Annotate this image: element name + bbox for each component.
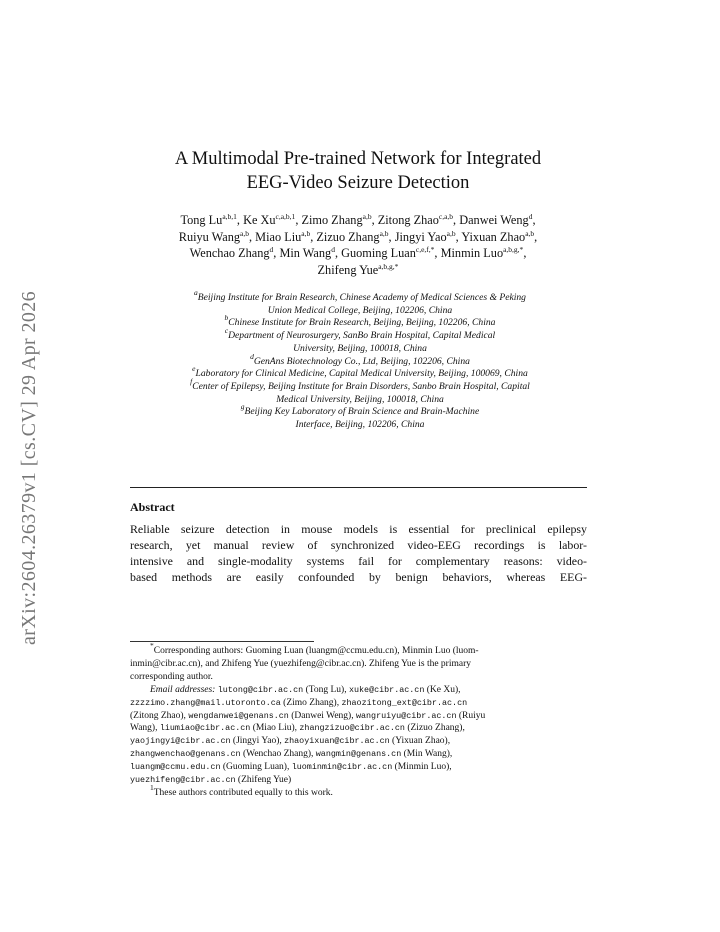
email-line [130,761,587,774]
equal-contribution-footnote: $^1$These authors contributed equally to this work. [150,782,333,798]
author-line [118,212,598,229]
author-affiliation-mark: c,a,b [438,212,454,221]
email-address: luangm@ccmu.edu.cn [130,762,221,773]
author-separator: , [249,229,256,244]
email-owner: Wang), [130,723,160,734]
email-address: lutong@cibr.ac.cn [217,684,304,695]
affiliation-text: Union Medical College, Beijing, 102206, China [267,304,453,316]
paper-title [120,147,596,195]
affiliation-line [118,288,602,305]
abstract-line: based methods are easily confounded by benign behaviors, whereas EEG- [130,570,587,585]
author-separator: , [310,229,317,244]
author-affiliation-mark: a,b [379,228,389,238]
author-name: Wenchao Zhang [189,246,270,260]
author-name: Zhifeng Yue [317,262,379,277]
affiliation-mark: d [250,351,254,361]
affiliation-line [118,376,602,394]
author-separator: , [334,246,342,260]
email-owner: (Zimo Zhang), [280,697,342,708]
email-owner: (Minmin Luo), [392,762,452,773]
email-address: xuke@cibr.ac.cn [348,684,425,695]
affiliation-text: Beijing Institute for Brain Research, Chinese Academy of Medical Sciences & Peking [197,292,526,303]
email-line [130,722,587,735]
author-affiliation-mark: a,b,g,* [378,261,399,271]
author-separator: , [534,229,538,244]
author-name: Miao Liu [255,229,302,244]
corresponding-author-footnote [130,641,587,684]
footnotes [130,641,587,800]
footnote-mark: * [150,641,154,650]
author-separator: , [371,213,378,227]
email-line [130,748,587,761]
title-line-1: A Multimodal Pre-trained Network for Integrated [174,149,542,169]
email-owner: (Wenchao Zhang), [240,749,316,760]
email-line [130,774,587,787]
email-owner: (Yixuan Zhao), [389,736,451,747]
email-line [130,735,587,748]
affiliation-text: Chinese Institute for Brain Research, Beijing, Beijing, 102206, China [228,317,496,329]
affiliation-text: Interface, Beijing, 102206, China [295,419,425,431]
email-address: yuezhifeng@cibr.ac.cn [130,775,236,786]
footnote-line [130,658,587,671]
email-address: wangmin@genans.cn [315,749,402,760]
author-name: Zizuo Zhang [316,229,380,244]
footnote-mark: 1 [150,782,154,792]
affiliation-text: Center of Epilepsy, Beijing Institute for Brain Disorders, Sanbo Brain Hospital, Capital [192,380,530,392]
title-line-2: EEG-Video Seizure Detection [246,173,470,193]
author-affiliation-mark: a,b [362,212,372,221]
author-separator: , [532,213,536,227]
author-name: Zimo Zhang [301,213,363,227]
author-separator: , [523,246,527,260]
footnote-text: Corresponding authors: Guoming Luan (luangm@ccmu.edu.cn), Minmin Luo (luom- [153,646,479,656]
affiliation-line [118,343,602,356]
email-line [130,710,587,723]
abstract-line: research, yet manual review of synchronized video-EEG recordings is labor- [130,538,587,553]
author-separator: , [453,213,460,227]
author-affiliation-mark: a,b,g,* [503,245,524,254]
email-owner: (Zhifeng Yue) [235,775,292,786]
author-name: Guoming Luan [341,246,416,260]
email-address: zzzzimo.zhang@mail.utoronto.ca [130,697,281,708]
footnote-text: inmin@cibr.ac.cn), and Zhifeng Yue (yuezhifeng@cibr.ac.cn). Zhifeng Yue is the primary [130,658,471,669]
abstract-line: Reliable seizure detection in mouse models is essential for preclinical epilepsy [130,522,587,536]
affiliation-line [118,402,602,419]
affiliation-text: Department of Neurosurgery, SanBo Brain Hospital, Capital Medical [228,330,496,342]
affiliation-mark: f [190,376,193,386]
author-name: Ke Xu [243,213,276,227]
footnote-text: corresponding author. [130,671,213,682]
email-owner: (Ke Xu), [424,684,461,695]
email-owner: (Ruiyu [456,710,486,721]
author-name: Danwei Weng [459,213,529,227]
email-owner: (Min Wang), [401,749,453,760]
email-owner: (Tong Lu), [303,684,349,695]
author-separator: , [455,229,462,244]
abstract-top-rule [130,487,587,488]
email-owner: (Jingyi Yao), [230,736,285,747]
affiliation-mark: g [240,402,245,412]
author-separator: , [236,213,244,227]
affiliation-list [118,288,602,432]
arxiv-identifier: arXiv:2604.26379v1 [cs.CV] 29 Apr 2026 [18,290,40,645]
author-affiliation-mark: a,b [446,228,456,238]
email-address: wangruiyu@cibr.ac.cn [355,710,457,721]
author-line [118,262,598,279]
author-separator: , [295,213,302,227]
abstract-line: intensive and single-modality systems fail for complementary reasons: video- [130,554,587,569]
author-line [118,245,598,262]
abstract-heading: Abstract [130,500,175,514]
email-owner: (Zitong Zhao), [130,710,189,721]
affiliation-text: Medical University, Beijing, 100018, China [276,393,444,405]
affiliation-mark: c [224,326,229,336]
author-affiliation-mark: c,e,f,* [415,245,435,254]
author-affiliation-mark: a,b [240,228,250,238]
author-separator: , [434,246,441,260]
affiliation-line [118,419,602,432]
author-affiliation-mark: a,b [301,228,311,238]
author-name: Ruiyu Wang [178,229,241,244]
author-affiliation-mark: d [269,245,274,254]
email-address: zhaoyixuan@cibr.ac.cn [284,736,390,747]
author-line [118,229,598,246]
affiliation-line [118,305,602,318]
author-name: Tong Lu [180,213,223,227]
email-owner: (Zizuo Zhang), [404,723,465,734]
author-name: Zitong Zhao [377,213,439,227]
affiliation-text: University, Beijing, 100018, China [293,342,427,354]
author-list [118,212,598,278]
affiliation-mark: b [224,313,229,323]
abstract-text [130,521,587,585]
author-name: Yixuan Zhao [461,229,526,244]
affiliation-line [118,394,602,407]
author-affiliation-mark: a,b [525,228,535,238]
author-separator: , [273,246,280,260]
affiliation-text: Beijing Key Laboratory of Brain Science and Brain-Machine [244,406,480,418]
email-owner: (Guoming Luan), [220,762,292,773]
affiliation-text: Laboratory for Clinical Medicine, Capital Medical University, Beijing, 100069, China [195,368,528,380]
author-affiliation-mark: d [528,212,533,221]
email-owner: (Miao Liu), [250,723,300,734]
email-address: luominmin@cibr.ac.cn [291,762,393,773]
email-address: zhaozitong_ext@cibr.ac.cn [341,697,468,708]
affiliation-text: GenAns Biotechnology Co., Ltd, Beijing, 102206, China [253,355,470,367]
footnote-line [130,641,587,658]
email-address: wengdanwei@genans.cn [188,710,289,721]
affiliation-mark: a [194,288,198,297]
email-address: yaojingyi@cibr.ac.cn [130,736,231,747]
author-affiliation-mark: d [331,245,335,254]
email-label: Email addresses: [150,684,218,695]
author-separator: , [388,229,395,244]
email-line [130,684,587,697]
author-name: Jingyi Yao [394,229,447,244]
author-affiliation-mark: c,a,b,1 [275,212,296,221]
footnote-line [130,671,587,684]
email-addresses-footnote [130,684,587,787]
affiliation-mark: e [192,364,196,374]
email-address: zhangzizuo@cibr.ac.cn [299,723,405,734]
affiliation-line [118,313,602,330]
author-affiliation-mark: a,b,1 [222,212,237,221]
author-name: Min Wang [279,246,332,260]
email-address: zhangwenchao@genans.cn [130,749,241,760]
author-name: Minmin Luo [440,246,504,260]
email-address: liumiao@cibr.ac.cn [159,723,251,734]
email-owner: (Danwei Weng), [288,710,356,721]
email-line [130,697,587,710]
footnote-rule [130,641,314,642]
affiliation-line [118,326,602,343]
affiliation-line [118,351,602,369]
